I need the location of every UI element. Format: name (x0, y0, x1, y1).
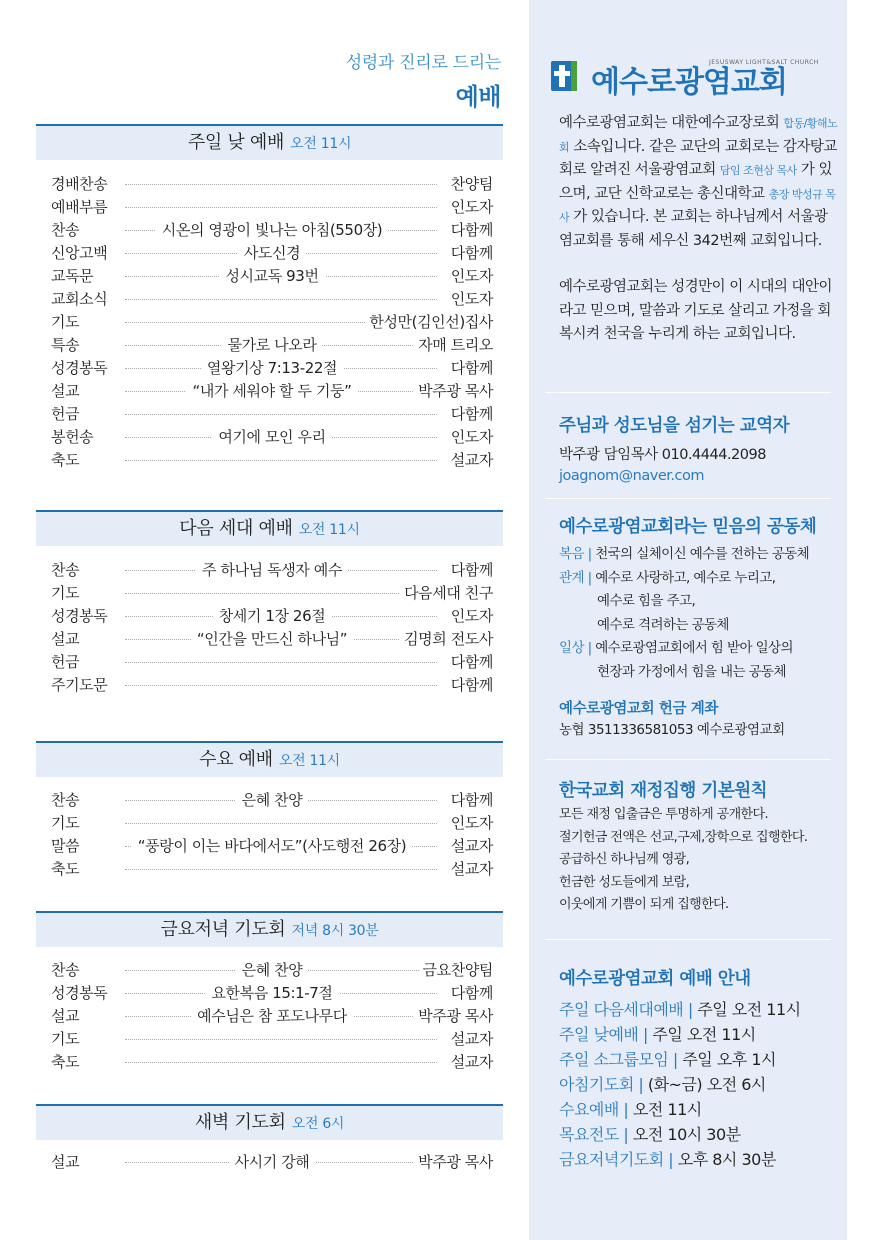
community-text: 예수로 사랑하고, 예수로 누리고, (595, 569, 776, 586)
intro-text: 가 있습니다. 본 교회는 하나님께서 서울광염교회를 통해 세우신 342번째 교회입니다. (559, 209, 828, 249)
logo-subtext: JESUSWAY LIGHT&SALT CHURCH (709, 59, 819, 66)
section-time: 오전 11시 (290, 136, 352, 152)
intro-text: 소속입니다. 같은 교단의 교회로는 감자탕교회로 알려진 서울광염교회 (559, 138, 837, 178)
worship-title: 예배 (455, 83, 501, 111)
order-row (51, 559, 493, 582)
service-item (559, 1047, 801, 1072)
order-item-title: “인간을 만드신 하나님” (191, 630, 353, 648)
order-item-name: 찬송 (51, 219, 83, 242)
order-item-title: 여기에 모인 우리 (212, 428, 331, 446)
community-line (559, 637, 844, 661)
order-item-title: 사도신경 (238, 244, 306, 262)
section-name: 수요 예배 (199, 749, 273, 770)
order-item-name: 기도 (51, 812, 83, 835)
community-text: 예수로 격려하는 공동체 (597, 616, 729, 633)
order-row (51, 219, 493, 242)
intro-text: 예수로광염교회는 대한예수교장로회 (559, 115, 784, 131)
order-item-leader: 인도자 (447, 288, 493, 311)
order-item-title: 주 하나님 독생자 예수 (196, 561, 348, 579)
service-item (559, 1147, 801, 1172)
church-logo (551, 57, 821, 100)
worship-heading (346, 48, 501, 112)
order-row (51, 1151, 493, 1174)
order-item-name: 특송 (51, 334, 83, 357)
order-item-leader: 다함께 (447, 651, 493, 674)
community-line (559, 543, 844, 567)
order-item-center (51, 789, 493, 812)
service-item (559, 1097, 801, 1122)
divider (545, 939, 831, 940)
finance-line: 절기헌금 전액은 선교,구제,장학으로 집행한다. (559, 829, 808, 845)
service-name: 수요예배 | (559, 1100, 629, 1119)
order-row (51, 426, 493, 449)
service-name: 목요전도 | (559, 1125, 629, 1144)
order-row (51, 1051, 493, 1074)
order-item-leader: 박주광 목사 (414, 380, 493, 403)
worship-subtitle: 성령과 진리로 드리는 (345, 53, 501, 73)
finance-list (559, 804, 807, 917)
order-item-name: 축도 (51, 858, 83, 881)
services-title: 예수로광염교회 예배 안내 (559, 969, 751, 989)
divider (545, 392, 831, 393)
service-item (559, 1022, 801, 1047)
service-time: 오후 8시 30분 (673, 1150, 776, 1169)
community-line (559, 661, 844, 685)
order-item-leader: 인도자 (447, 196, 493, 219)
order-item-center (51, 426, 493, 449)
order-row (51, 311, 493, 334)
finance-line: 이웃에게 기쁨이 되게 집행한다. (559, 897, 729, 912)
order-list-sunday (51, 173, 493, 472)
order-item-leader: 인도자 (447, 605, 493, 628)
service-name: 주일 낮예배 | (559, 1025, 648, 1044)
order-item-name: 찬송 (51, 559, 83, 582)
dotted-leader (125, 823, 437, 824)
service-time: 오전 11시 (628, 1100, 702, 1119)
intro-paragraph-1 (559, 112, 839, 253)
order-item-name: 신앙고백 (51, 242, 111, 265)
section-title-friday (36, 911, 503, 947)
service-name: 주일 다음세대예배 | (559, 1000, 693, 1019)
section-title-sunday (36, 124, 503, 160)
order-item-name: 주기도문 (51, 674, 111, 697)
finance-line: 헌금한 성도들에게 보람, (559, 874, 690, 890)
minister-email[interactable]: joagnom@naver.com (559, 468, 704, 484)
order-row (51, 835, 493, 858)
services-list (559, 997, 801, 1172)
community-line (559, 567, 844, 591)
order-item-title: 시온의 영광이 빛나는 아침(550장) (156, 221, 389, 239)
order-item-name: 설교 (51, 380, 83, 403)
order-row (51, 812, 493, 835)
order-item-name: 찬송 (51, 789, 83, 812)
section-title-nextgen (36, 510, 503, 546)
order-item-leader: 설교자 (447, 1051, 493, 1074)
order-item-leader: 찬양팀 (447, 173, 493, 196)
service-time: 주일 오전 11시 (647, 1025, 756, 1044)
order-item-name: 경배찬송 (51, 173, 111, 196)
order-item-name: 기도 (51, 582, 83, 605)
intro-paragraph-2: 예수로광염교회는 성경만이 이 시대의 대안이라고 믿으며, 말씀과 기도로 살리고 가정을 회복시켜 천국을 누리게 하는 교회입니다. (559, 279, 833, 342)
intro-note: 총장 박성규 목사 (559, 187, 836, 224)
account-info: 농협 3511336581053 예수로광염교회 (559, 722, 785, 738)
order-item-title: 성시교독 93번 (219, 267, 324, 285)
order-item-title: 은혜 찬양 (236, 791, 309, 809)
order-item-center (51, 605, 493, 628)
logo-text: 예수로광염교회 (591, 65, 787, 100)
order-item-title: 요한복음 15:1-7절 (205, 984, 338, 1002)
order-item-leader: 인도자 (447, 426, 493, 449)
section-time: 저녁 8시 30분 (291, 923, 379, 939)
community-title: 예수로광염교회라는 믿음의 공동체 (559, 517, 817, 537)
section-title-dawn (36, 1104, 503, 1140)
order-item-name: 말씀 (51, 835, 83, 858)
minister-line: 박주광 담임목사 010.4444.2098 (559, 447, 766, 463)
dotted-leader (125, 593, 437, 594)
order-item-center (51, 219, 493, 242)
order-item-title: 물가로 나오라 (222, 336, 323, 354)
order-row (51, 380, 493, 403)
order-row (51, 582, 493, 605)
community-text: 예수로 힘을 주고, (597, 593, 696, 609)
dotted-leader (125, 869, 437, 870)
order-item-name: 설교 (51, 628, 83, 651)
order-item-leader: 금요찬양팀 (419, 959, 493, 982)
order-item-center (51, 357, 493, 380)
order-item-title: 은혜 찬양 (236, 961, 309, 979)
order-item-name: 설교 (51, 1005, 83, 1028)
service-name: 주일 소그룹모임 | (559, 1050, 678, 1069)
section-name: 다음 세대 예배 (179, 518, 293, 539)
intro-note: 담임 조현삼 목사 (719, 164, 797, 177)
dotted-leader (125, 207, 437, 208)
service-time: 주일 오전 11시 (692, 1000, 801, 1019)
intro-note: 합동/황해노회 (559, 117, 838, 154)
divider (545, 498, 831, 499)
order-row (51, 173, 493, 196)
order-row (51, 674, 493, 697)
service-time: (화~금) 오전 6시 (643, 1075, 766, 1094)
section-title-wednesday (36, 741, 503, 777)
section-name: 금요저녁 기도회 (160, 919, 286, 940)
order-item-leader: 다함께 (447, 789, 493, 812)
order-row (51, 959, 493, 982)
order-row (51, 605, 493, 628)
order-row (51, 449, 493, 472)
minister-info (559, 445, 766, 487)
order-item-leader: 다함께 (447, 242, 493, 265)
finance-title: 한국교회 재정집행 기본원칙 (559, 781, 768, 801)
order-item-title: 예수님은 참 포도나무다 (191, 1007, 353, 1025)
order-item-name: 헌금 (51, 403, 83, 426)
section-name: 주일 낮 예배 (187, 132, 285, 153)
order-item-center (51, 242, 493, 265)
dotted-leader (125, 184, 437, 185)
dotted-leader (125, 1062, 437, 1063)
service-item (559, 1122, 801, 1147)
community-list (559, 543, 844, 684)
order-row (51, 357, 493, 380)
order-item-center (51, 559, 493, 582)
community-key: 일상 | (559, 640, 592, 656)
order-item-name: 교독문 (51, 265, 97, 288)
order-item-leader: 다함께 (447, 403, 493, 426)
order-item-leader: 자매 트리오 (414, 334, 493, 357)
dotted-leader (125, 414, 437, 415)
order-row (51, 288, 493, 311)
order-list-wednesday (51, 789, 493, 881)
community-key: 관계 | (559, 569, 592, 586)
order-item-name: 설교 (51, 1151, 83, 1174)
divider (545, 759, 831, 760)
order-item-name: 축도 (51, 1051, 83, 1074)
order-item-leader: 다음세대 친구 (400, 582, 493, 605)
community-line (559, 614, 844, 638)
order-item-leader: 다함께 (447, 559, 493, 582)
finance-line: 모든 재정 입출금은 투명하게 공개한다. (559, 807, 768, 822)
order-row (51, 196, 493, 219)
intro-text: 가 있으며, 교단 신학교로는 총신대학교 (559, 162, 833, 202)
service-time: 주일 오후 1시 (677, 1050, 776, 1069)
order-item-leader: 김명희 전도사 (400, 628, 493, 651)
order-row (51, 1005, 493, 1028)
order-item-leader: 박주광 목사 (414, 1005, 493, 1028)
order-row (51, 242, 493, 265)
dotted-leader (125, 1039, 437, 1040)
order-item-name: 예배부름 (51, 196, 111, 219)
dotted-leader (125, 460, 437, 461)
order-item-center (51, 835, 493, 858)
order-item-leader: 설교자 (447, 858, 493, 881)
order-row (51, 628, 493, 651)
order-item-name: 봉헌송 (51, 426, 97, 449)
order-item-name: 성경봉독 (51, 605, 111, 628)
order-item-leader: 다함께 (447, 357, 493, 380)
order-item-title: “풍랑이 이는 바다에서도”(사도행전 26장) (132, 837, 412, 855)
order-item-name: 축도 (51, 449, 83, 472)
service-item (559, 1072, 801, 1097)
church-info-panel (529, 0, 847, 1240)
service-name: 아침기도회 | (559, 1075, 644, 1094)
order-row (51, 858, 493, 881)
order-item-name: 헌금 (51, 651, 83, 674)
community-line (559, 590, 844, 614)
section-time: 오전 11시 (278, 753, 340, 769)
order-item-leader: 인도자 (447, 812, 493, 835)
account-title: 예수로광염교회 헌금 계좌 (559, 701, 718, 717)
order-item-name: 성경봉독 (51, 357, 111, 380)
community-text: 천국의 실체이신 예수를 전하는 공동체 (595, 546, 810, 562)
order-list-friday (51, 959, 493, 1074)
order-item-leader: 인도자 (447, 265, 493, 288)
order-item-center (51, 982, 493, 1005)
order-item-name: 교회소식 (51, 288, 111, 311)
order-row (51, 1028, 493, 1051)
section-time: 오전 6시 (291, 1116, 345, 1132)
order-item-leader: 설교자 (447, 1028, 493, 1051)
order-row (51, 403, 493, 426)
order-item-leader: 한성만(김인선)집사 (365, 311, 493, 334)
order-item-leader: 다함께 (447, 982, 493, 1005)
service-time: 오전 10시 30분 (628, 1125, 741, 1144)
finance-line: 공급하신 하나님께 영광, (559, 852, 690, 867)
order-item-title: 창세기 1장 26절 (213, 607, 332, 625)
section-name: 새벽 기도회 (194, 1112, 286, 1133)
order-row (51, 265, 493, 288)
order-item-leader: 설교자 (447, 835, 493, 858)
service-item (559, 997, 801, 1022)
order-item-name: 기도 (51, 311, 83, 334)
order-row (51, 982, 493, 1005)
order-item-title: 사시기 강해 (229, 1153, 316, 1171)
minister-title: 주님과 성도님을 섬기는 교역자 (559, 416, 790, 436)
section-time: 오전 11시 (298, 522, 360, 538)
order-item-name: 성경봉독 (51, 982, 111, 1005)
community-key: 복음 | (559, 546, 592, 562)
order-list-nextgen (51, 559, 493, 697)
order-list-dawn (51, 1151, 493, 1174)
order-row (51, 651, 493, 674)
order-item-title: “내가 세워야 할 두 기둥” (186, 382, 357, 400)
order-item-title: 열왕기상 7:13-22절 (201, 359, 343, 377)
community-text: 예수로광염교회에서 힘 받아 일상의 (595, 640, 793, 656)
order-item-leader: 설교자 (447, 449, 493, 472)
dotted-leader (125, 685, 437, 686)
service-name: 금요저녁기도회 | (559, 1150, 674, 1169)
community-text: 현장과 가정에서 힘을 내는 공동체 (597, 663, 786, 680)
order-item-leader: 다함께 (447, 674, 493, 697)
order-item-name: 찬송 (51, 959, 83, 982)
order-item-leader: 다함께 (447, 219, 493, 242)
dotted-leader (125, 299, 437, 300)
order-row (51, 789, 493, 812)
order-item-leader: 박주광 목사 (414, 1151, 493, 1174)
dotted-leader (125, 662, 437, 663)
order-row (51, 334, 493, 357)
order-item-center (51, 265, 493, 288)
order-item-name: 기도 (51, 1028, 83, 1051)
